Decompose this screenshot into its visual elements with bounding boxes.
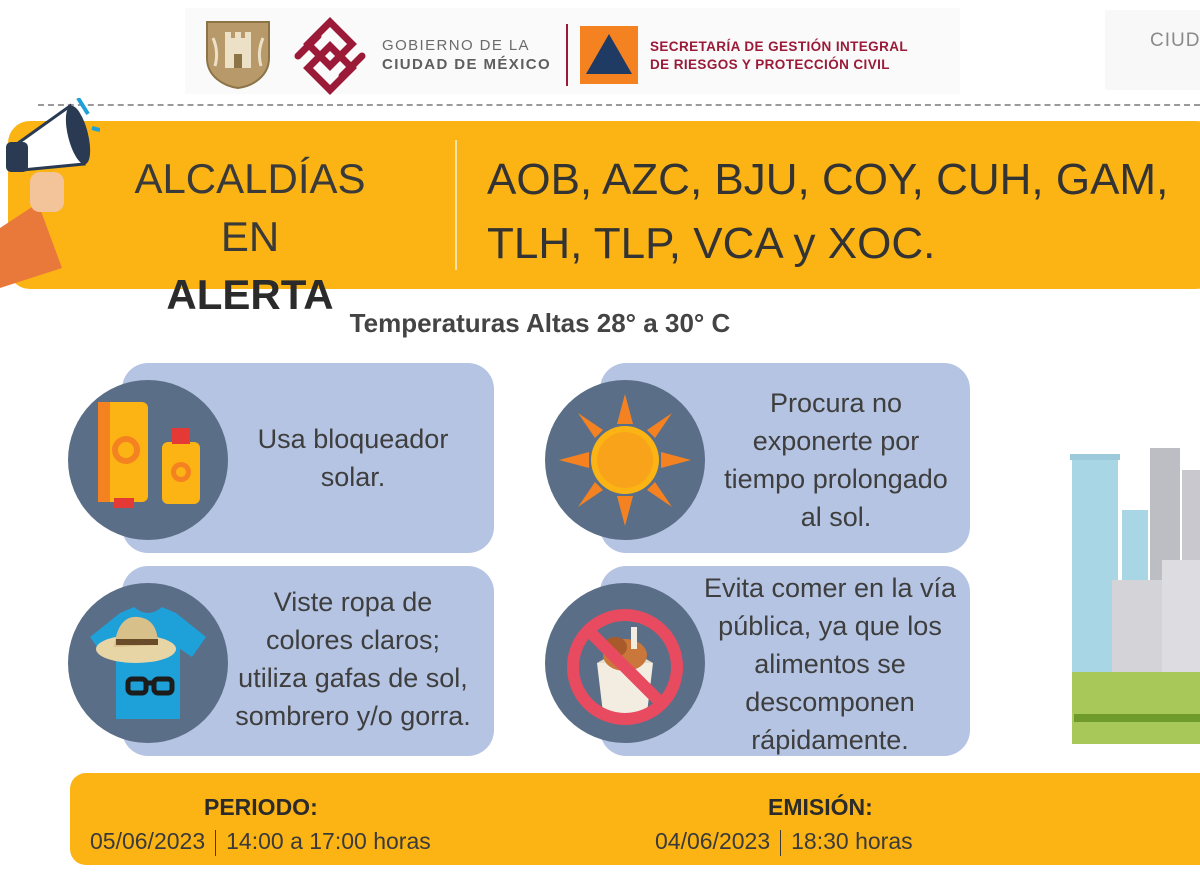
gobierno-cdmx-text [382,36,551,74]
periodo-value [90,828,431,856]
ciudad-text: CIUD [1150,30,1200,51]
gobierno-line-1: GOBIERNO DE LA [382,37,530,54]
tip-line: Viste ropa de [273,587,433,617]
tip-text-clothing [218,583,488,735]
proteccion-civil-icon [580,26,638,84]
escudo-icon [203,18,273,90]
emision-separator [780,830,781,856]
gobierno-line-2: CIUDAD DE MÉXICO [382,56,552,73]
tip-line: al sol. [800,502,872,532]
sgirpc-line-2: DE RIESGOS Y PROTECCIÓN CIVIL [650,57,890,72]
emision-label: EMISIÓN: [768,794,873,820]
sgirpc-line-1: SECRETARÍA DE GESTIÓN INTEGRAL [650,39,909,54]
alert-title-line-1: ALCALDÍAS EN [134,155,366,260]
periodo-date: 05/06/2023 [90,828,206,854]
tip-line: alimentos se [754,649,906,679]
no-street-food-icon [545,583,705,743]
tip-line: solar. [320,462,386,492]
tip-line: pública, ya que los [718,611,942,641]
sun-icon [545,380,705,540]
header-divider [566,24,568,86]
header [0,0,1200,100]
alcaldias-line-1: AOB, AZC, BJU, COY, CUH, GAM, [487,155,1169,204]
tip-line: Evita comer en la vía [703,573,957,603]
tip-text-sun [700,384,972,536]
alcaldias-list [487,148,1200,276]
alert-title-line-2: ALERTA [166,271,334,318]
periodo-time: 14:00 a 17:00 horas [226,828,431,854]
periodo-label: PERIODO: [204,794,318,820]
tip-line: Procura no [769,388,903,418]
tip-line: exponerte por [752,426,920,456]
sunscreen-icon [68,380,228,540]
emision-date: 04/06/2023 [655,828,771,854]
tip-text-food [690,569,970,759]
tip-line: Usa bloqueador [257,424,449,454]
tip-line: rápidamente. [751,725,909,755]
periodo-separator [215,830,216,856]
dashed-separator [38,104,1200,106]
tip-line: tiempo prolongado [724,464,948,494]
tip-line: descomponen [745,687,915,717]
temperature-subtitle: Temperaturas Altas 28° a 30° C [349,308,731,338]
megaphone-icon [0,98,100,288]
tip-line: utiliza gafas de sol, [238,663,468,693]
city-skyline-illustration [1070,440,1200,750]
emision-time: 18:30 horas [791,828,913,854]
alert-title [100,150,400,324]
emision-value [655,828,913,856]
tip-text-sunscreen [218,420,488,496]
clothing-icon [68,583,228,743]
banner-divider [455,140,457,270]
cdmx-logo-icon [290,16,370,96]
alcaldias-line-2: TLH, TLP, VCA y XOC. [487,219,936,268]
tip-line: colores claros; [265,625,441,655]
sgirpc-text [650,38,908,74]
tip-line: sombrero y/o gorra. [235,701,471,731]
